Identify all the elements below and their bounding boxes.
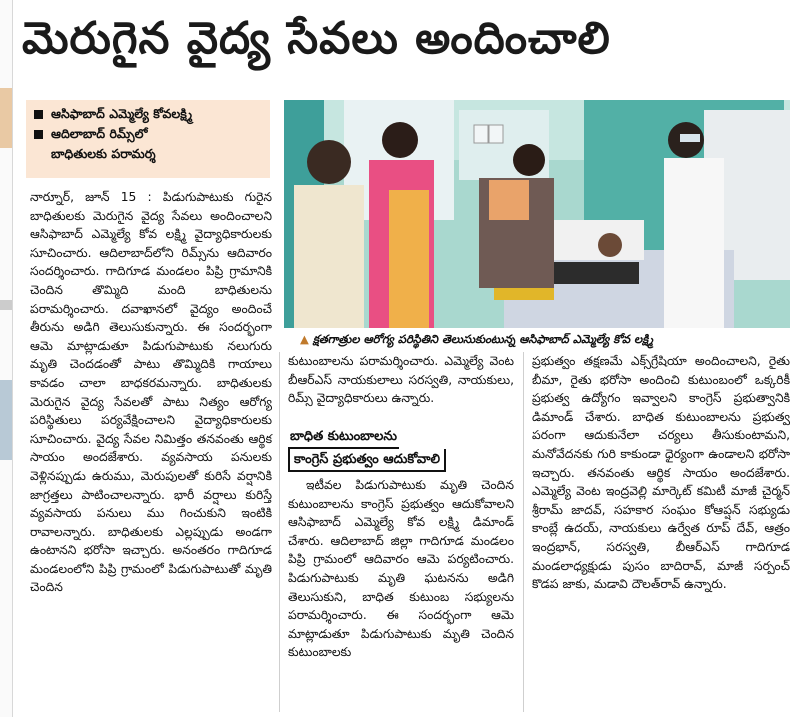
photo-caption: ▲ క్షతగాత్రుల ఆరోగ్య పరిస్థితిని తెలుసుకుంటున్న ఆసిఫాబాద్ ఎమ్మెల్యే కోవ లక్ష్మి: [300, 332, 654, 346]
news-photo: [284, 100, 790, 328]
bullet-icon: [34, 130, 43, 139]
bullet-icon: [34, 110, 43, 119]
headline: మెరుగైన వైద్య సేవలు అందించాలి: [22, 13, 611, 64]
column-divider: [523, 352, 524, 712]
caption-marker-icon: ▲: [300, 332, 309, 346]
column-divider: [279, 352, 280, 712]
article-column-1: నార్నూర్, జూన్ 15 : పిడుగుపాటుకు గురైన బాధితులకు మెరుగైన వైద్య సేవలు అందించాలని ఆసిఫాబాద్ ఎమ్మెల్యే కోవ లక్ష్మి వైద్యాధికారులకు సూచించారు. ఆదిలాబాద్‌లోని రిమ్స్‌ను ఆదివారం సందర్శించారు. గాదిగూడ మండలం పిప్రి గ్రామానికి చెందిన తొమ్మిది మంది బాధితులను పరామర్శించారు. దవాఖానలో వైద్యం అందించే తీరును అడిగి తెలుసుకున్నారు. ఈ సందర్భంగా ఆమె మాట్లాడుతూ పిడుగుపాటుకు నలుగురు మృతి చెందడంతో పాటు తొమ్మిదికి గాయాలు కావడం చాలా బాధకరమన్నారు. బాధితులకు మెరుగైన వైద్య సేవలతో పాటు నిత్యం ఆరోగ్య పరిస్థితులు పర్యవేక్షించాలని వైద్యాధికారులకు సూచించారు. వైద్య సేవల నిమిత్తం తనవంతు ఆర్థిక సాయం అందజేశారు. వ్యవసాయ పనులకు వెళ్లినప్పుడు ఉరుము, మెరుపులతో కురిసే వర్షానికి జాగ్రత్తలు పాటించాలన్నారు. భారీ వర్షాలు కురిస్తే వ్యవసాయ పనులు ము గించుకుని ఇంటికి రావాలన్నారు. బాధితులకు ఎల్లప్పుడు అండగా ఉంటానని భరోసా ఇచ్చారు. అనంతరం గాదిగూడ మండలంలోని పిప్రి గ్రామంలో పిడుగుపాటుతో మృతి చెందిన: [30, 190, 272, 595]
subheading-line-1: బాధిత కుటుంబాలను: [288, 426, 399, 449]
highlight-item: బాధితులకు పరామర్శ: [51, 146, 156, 161]
article-column-3: ప్రభుత్వం తక్షణమే ఎక్స్‌గ్రేషియా అందించాలని, రైతు బీమా, రైతు భరోసా అందించి కుటుంబంలో ఒక్కరికీ ప్రభుత్వ ఉద్యోగం ఇవ్వాలని కాంగ్రెస్ ప్రభుత్వానికి డిమాండ్ చేశారు. బాధిత కుటుంబాలను ప్రభుత్వ పరంగా ఆదుకునేలా చర్యలు తీసుకుంటామని, మనోవేదనకు గురి కాకుండా ధైర్యంగా ఉండాలని భరోసా ఇచ్చారు. తనవంతు ఆర్థిక సాయం అందజేశారు. ఎమ్మెల్యే వెంట ఇంద్రవెల్లి మార్కెట్ కమిటీ మాజీ చైర్మన్ శ్రీరామ్ జాదవ్, సహకార సంఘం కోఆప్షన్ సభ్యుడు కాంబ్లే ఉదయ్, నాయకులు ఉర్వేత రూప్ దేవ్, ఆత్రం ఇంద్రభాన్, సరస్వతి, బీఆర్‌ఎస్ గాదిగూడ మండలాధ్యక్షుడు పుసం బాదిరావ్, మాజీ సర్పంచ్ కొడప జాకు, మడావి దౌలత్‌రావ్ ఉన్నారు.: [532, 354, 790, 592]
subheading-line-2: కాంగ్రెస్ ప్రభుత్వం ఆదుకోవాలి: [288, 449, 446, 472]
subheading: [288, 426, 514, 472]
highlight-item: ఆసిఫాబాద్ ఎమ్మెల్యే కోవలక్ష్మి: [34, 104, 262, 124]
article-column-2-bottom: ఇటీవల పిడుగుపాటుకు మృతి చెందిన కుటుంబాలను కాంగ్రెస్ ప్రభుత్వం ఆదుకోవాలని ఆసిఫాబాద్ ఎమ్మెల్యే కోవ లక్ష్మి డిమాండ్ చేశారు. ఆదిలాబాద్ జిల్లా గాదిగూడ మండలం పిప్రి గ్రామంలో ఆదివారం ఆమె పర్యటించారు. పిడుగుపాటుకు మృతి ఘటనను అడిగి తెలుసుకుని, బాధిత కుటుంబ సభ్యులను పరామర్శించారు. ఈ సందర్భంగా ఆమె మాట్లాడుతూ పిడుగుపాటుకు మృతి చెందిన కుటుంబాలకు: [288, 478, 514, 660]
adjacent-page-edge: [0, 0, 13, 717]
article-column-2-top: కుటుంబాలను పరామర్శించారు. ఎమ్మెల్యే వెంట బీఆర్‌ఎస్ నాయకులాలు సరస్వతి, నాయకులు, రిమ్స్ వైద్యాధికారులు ఉన్నారు.: [288, 354, 514, 406]
highlights-box: [26, 100, 270, 178]
highlight-item: ఆదిలాబాద్ రిమ్స్‌లో: [34, 124, 262, 144]
